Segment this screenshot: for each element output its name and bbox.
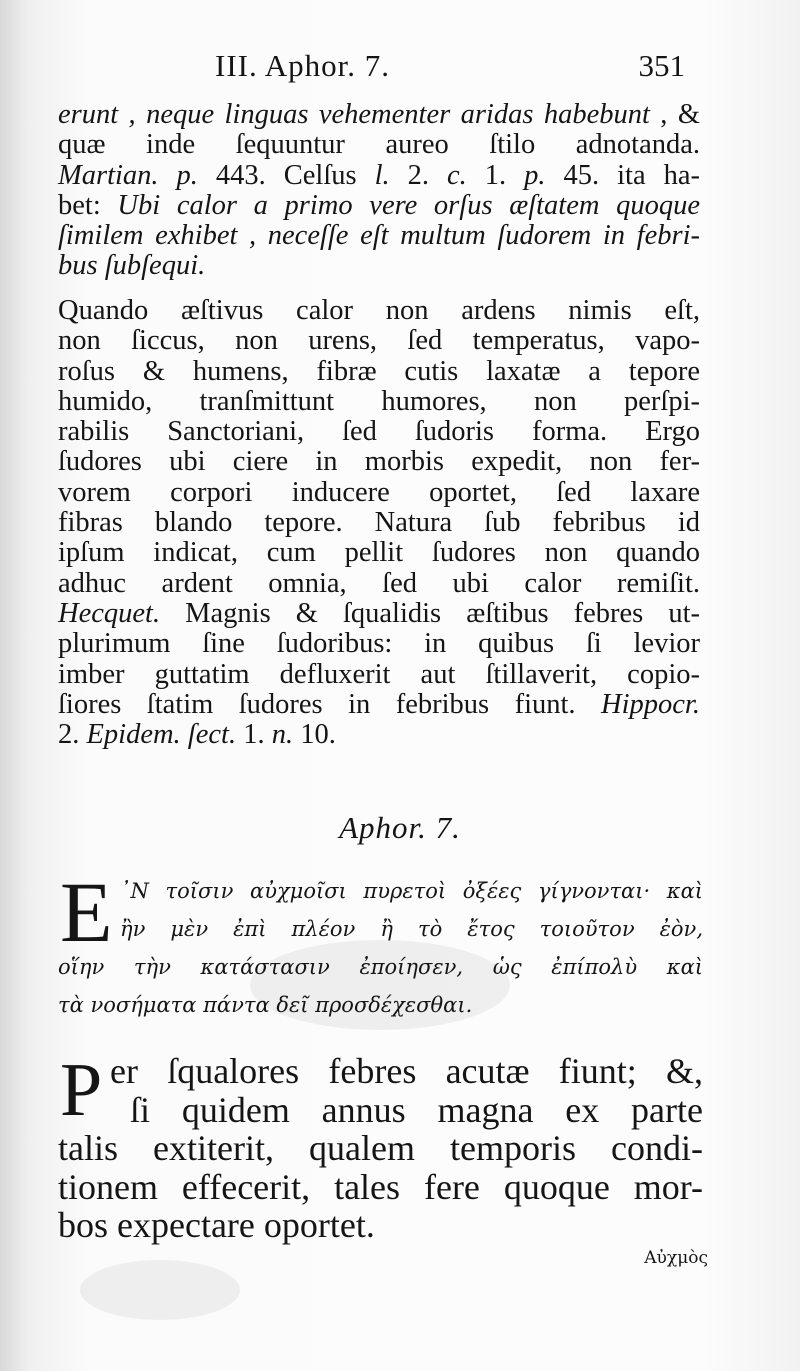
text-line <box>58 100 700 130</box>
text-run: 1. <box>236 719 272 751</box>
text-line <box>58 130 700 160</box>
text-line <box>58 569 700 599</box>
text-run: non ſiccus, non urens, ſed temperatus, vapo- <box>58 325 700 357</box>
catchword: Αὐχμὸς <box>644 1248 708 1268</box>
text-line <box>58 447 700 477</box>
text-run: 2. <box>58 719 87 751</box>
text-run: ſiores ſtatim ſudores in febribus fiunt. <box>58 688 602 720</box>
text-run: 10. <box>293 719 336 751</box>
text-line <box>58 357 700 387</box>
text-run: ipſum indicat, cum pellit ſudores non quando <box>58 537 700 569</box>
latin-line: tionem effecerit, tales fere quoque mor- <box>58 1166 703 1207</box>
commentary-paragraph <box>58 296 700 750</box>
text-run: adhuc ardent omnia, ſed ubi calor remiſit. <box>58 567 700 599</box>
text-line <box>58 478 700 508</box>
latin-line: talis extiterit, qualem temporis condi- <box>58 1128 703 1168</box>
text-run: Hecquet. <box>58 597 161 629</box>
text-run: imber guttatim defluxerit aut ſtillaverit, copio- <box>58 658 700 690</box>
text-run: fibras blando tepore. Natura ſub febribus id <box>58 507 700 539</box>
text-line <box>58 720 700 750</box>
commentary-continuation <box>58 100 700 282</box>
greek-line: ᾿Ν τοῖσιν αὐχμοῖσι πυρετοὶ ὀξέες γίγνονται· καὶ <box>120 879 703 903</box>
aphorism-heading: Aphor. 7. <box>339 810 461 845</box>
greek-line: τὰ νοσήματα πάντα δεῖ προσδέχεσθαι. <box>58 993 473 1017</box>
section-title: III. Aphor. 7. <box>215 48 391 83</box>
text-run: 2. <box>389 159 448 191</box>
text-line <box>58 296 700 326</box>
text-run: 45. ita ha- <box>545 159 701 191</box>
text-run: 443. Celſus <box>197 159 375 191</box>
text-run: Magnis & ſqualidis æſtibus febres ut- <box>160 597 700 629</box>
text-line <box>58 191 700 221</box>
text-run: erunt , neque linguas vehementer aridas habebunt <box>58 99 650 130</box>
text-line <box>58 326 700 356</box>
latin-line: ſi quidem annus magna ex parte <box>130 1089 703 1130</box>
text-run: p. <box>524 159 546 191</box>
greek-line: οἵην τὴν κατάστασιν ἐποίησεν, ὡς ἐπίπολὺ καὶ <box>58 955 703 979</box>
text-run: plurimum ſine ſudoribus: in quibus ſi levior <box>58 628 700 660</box>
text-run: Quando æſtivus calor non ardens nimis eſt, <box>58 295 700 326</box>
text-line <box>58 660 700 690</box>
text-run: bus ſubſequi. <box>58 250 206 282</box>
text-run: ſimilem exhibet , neceſſe eſt multum ſudorem in febri- <box>58 220 700 252</box>
text-run: 1. <box>466 159 525 191</box>
text-line <box>58 417 700 447</box>
text-line <box>58 599 700 629</box>
text-run: , & <box>649 99 700 130</box>
greek-line: ἢν μὲν ἐπὶ πλέον ἢ τὸ ἔτος τοιοῦτον ἐὸν, <box>120 917 703 941</box>
text-run: c. <box>447 159 467 191</box>
text-run: ſudores ubi ciere in morbis expedit, non fer- <box>58 446 700 478</box>
text-line <box>58 387 700 417</box>
text-run: Ubi calor a primo vere orſus æſtatem quoque <box>117 189 700 221</box>
text-line <box>58 538 700 568</box>
latin-line: bos expectare oportet. <box>58 1205 375 1245</box>
text-line <box>58 629 700 659</box>
text-run: Martian. p. <box>58 159 198 191</box>
text-line <box>58 690 700 720</box>
text-run: rabilis Sanctoriani, ſed ſudoris forma. Ergo <box>58 416 700 448</box>
latin-line: er ſqualores febres acutæ fiunt; &, <box>110 1051 703 1091</box>
text-run: quæ inde ſequuntur aureo ſtilo adnotanda. <box>58 129 700 161</box>
text-run: Hippocr. <box>601 688 700 720</box>
text-run: n. <box>271 719 294 751</box>
text-run: Epidem. ſect. <box>86 719 237 751</box>
text-line <box>58 221 700 251</box>
text-run: roſus & humens, fibræ cutis laxatæ a tepore <box>58 355 700 387</box>
text-run: l. <box>374 159 390 191</box>
text-line <box>58 161 700 191</box>
text-run: humido, tranſmittunt humores, non perſpi- <box>58 385 700 417</box>
paper-stain <box>80 1260 240 1320</box>
text-line <box>58 251 700 281</box>
greek-aphorism-text <box>58 864 703 1024</box>
text-run: vorem corpori inducere oportet, ſed laxare <box>58 476 700 508</box>
latin-aphorism-text <box>58 1048 703 1245</box>
text-run: bet: <box>58 189 118 221</box>
text-line <box>58 508 700 538</box>
greek-drop-cap: Ε <box>60 864 113 960</box>
running-header <box>215 48 685 88</box>
page-number: 351 <box>638 48 685 83</box>
latin-drop-cap: P <box>60 1048 103 1132</box>
